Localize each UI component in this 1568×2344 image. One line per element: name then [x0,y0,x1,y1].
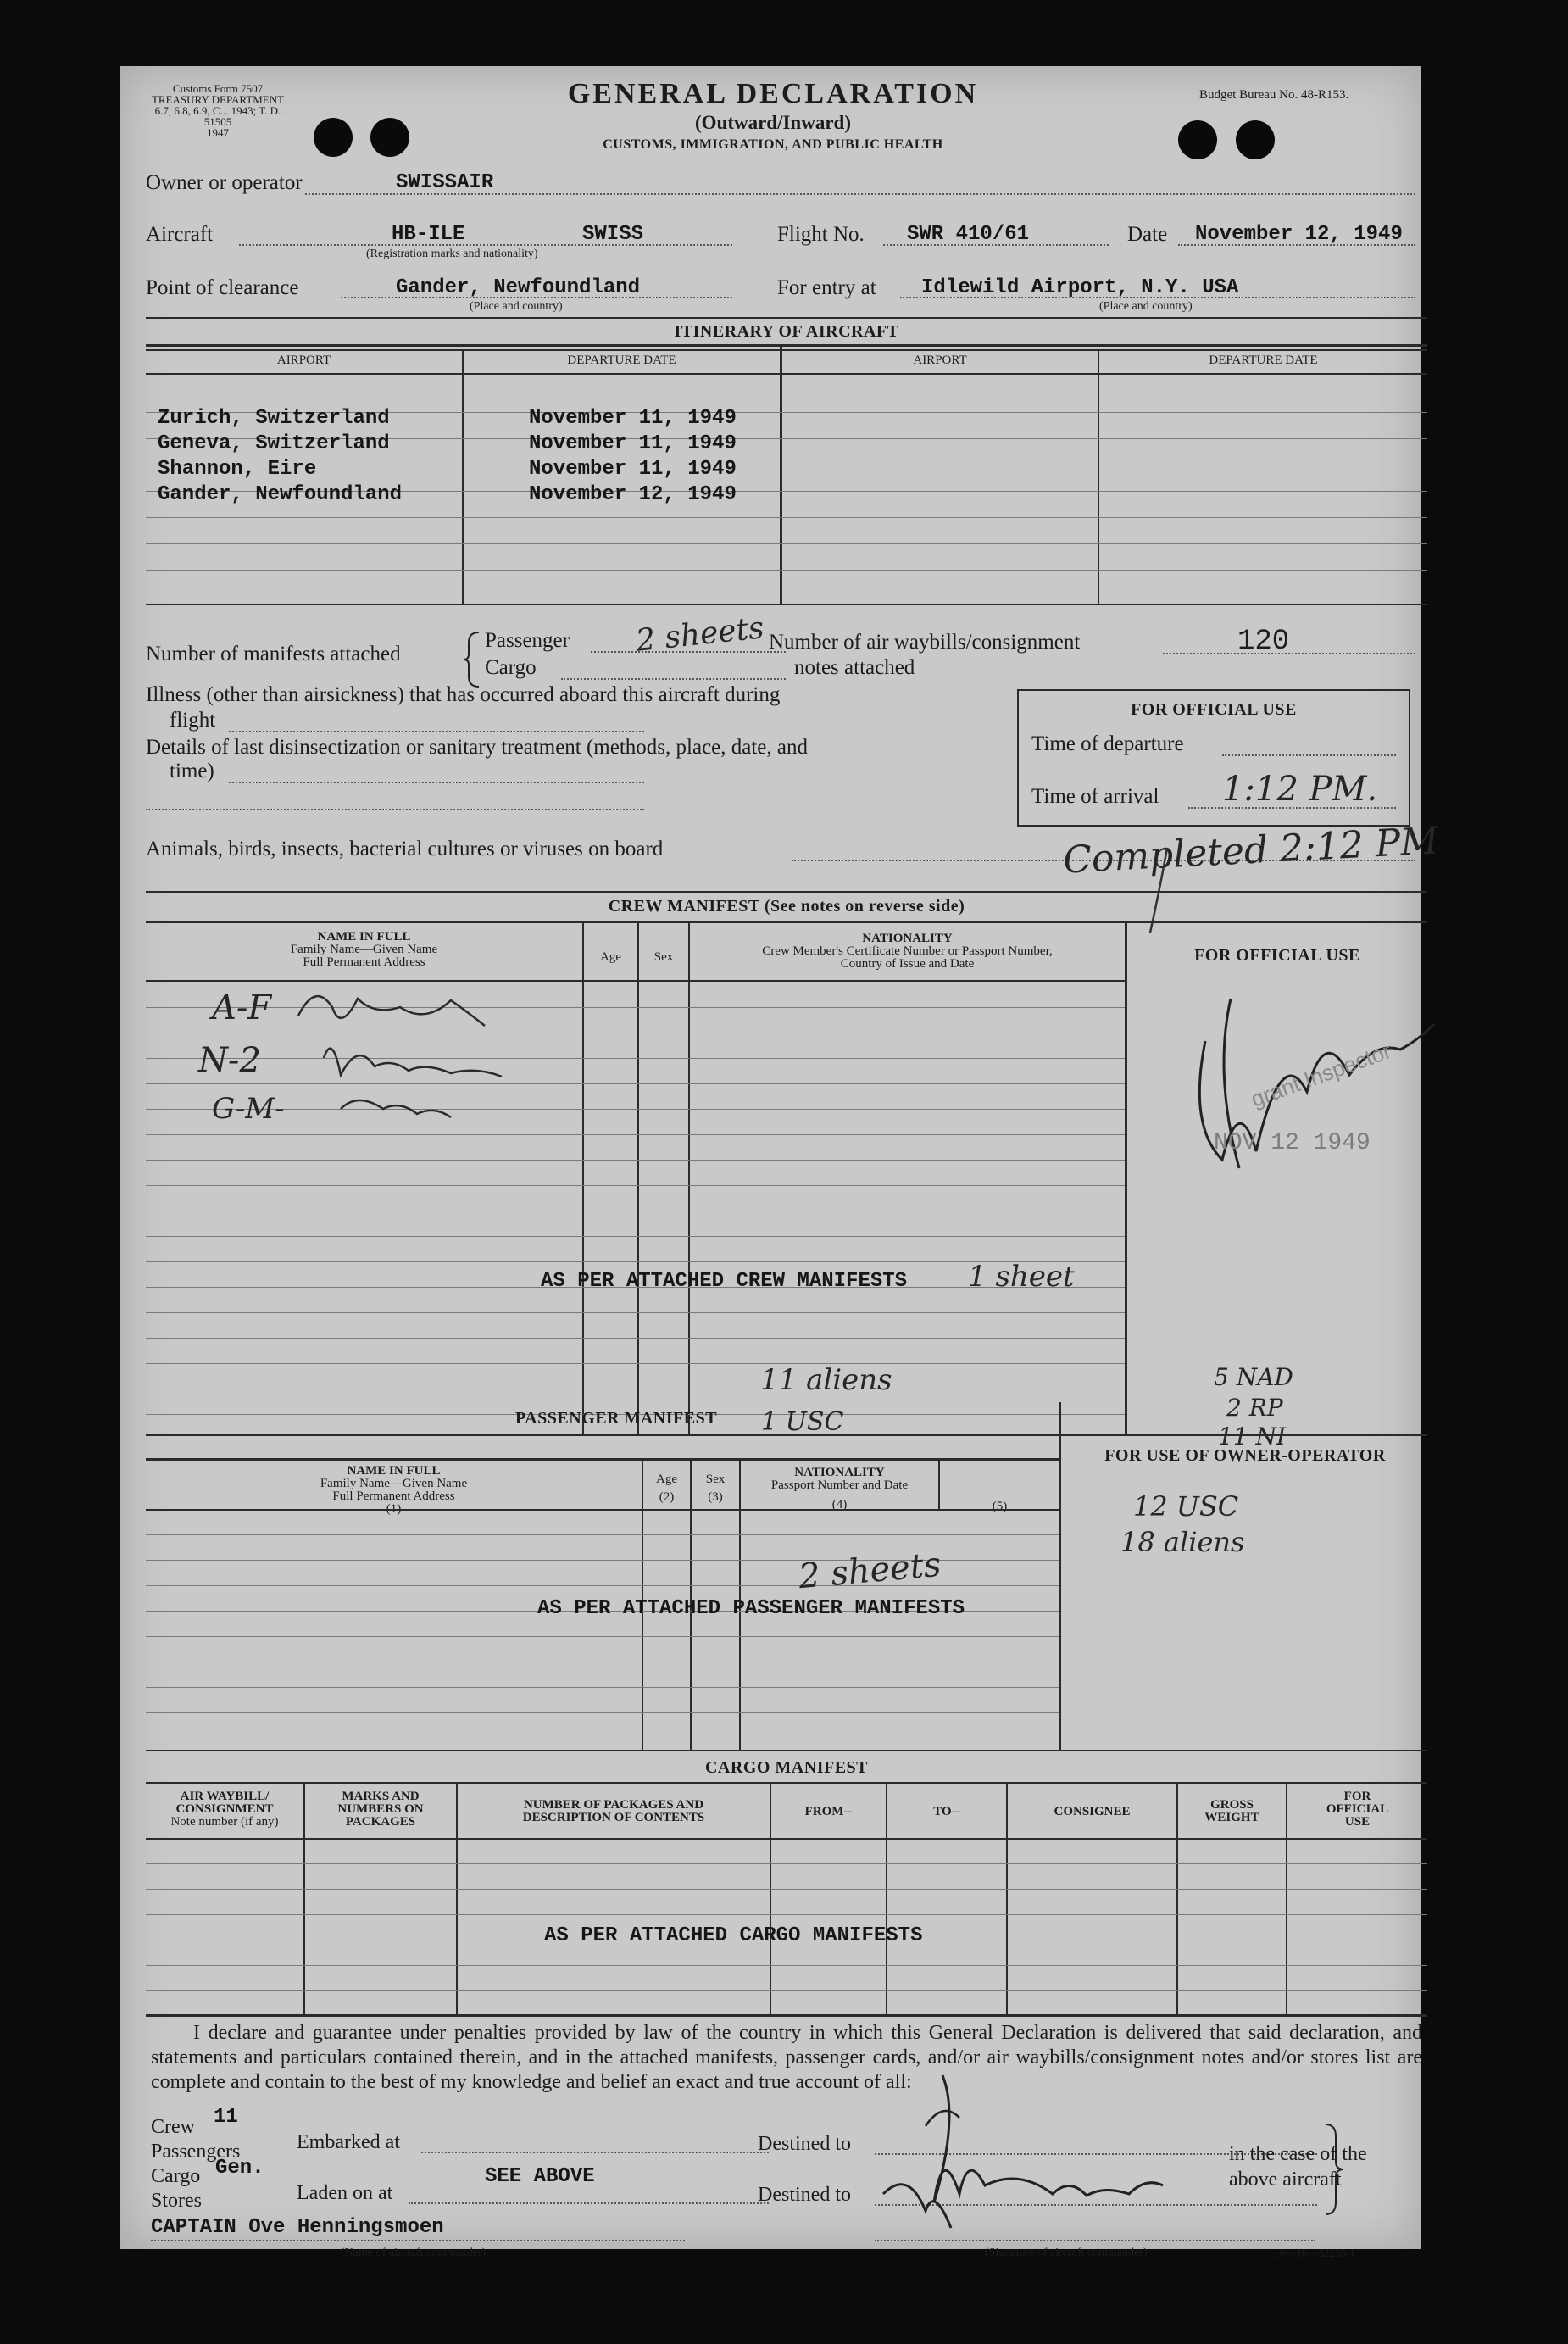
manifests-brace [464,631,481,688]
budget-bureau-number: Budget Bureau No. 48-R153. [1199,88,1349,102]
aircraft-dotted-line [239,244,732,246]
crew-col-name-sub1: Family Name—Given Name [290,943,438,956]
cargo-col-marks-3: PACKAGES [345,1815,416,1829]
clearance-caption: (Place and country) [470,300,563,313]
official-use-title: FOR OFFICIAL USE [1131,700,1297,719]
crew-col-nat-title: NATIONALITY [862,932,953,945]
crew-col-name-sub2: Full Permanent Address [303,955,425,969]
cargo-col-marks [305,1790,456,1829]
manifests-passenger-value: 2 sheets [634,610,766,659]
cargo-col-official-1: FOR [1343,1790,1371,1803]
flight-label: Flight No. [777,223,865,246]
form-subtitle-agencies: CUSTOMS, IMMIGRATION, AND PUBLIC HEALTH [603,137,943,152]
cargo-col-to: TO-- [933,1805,960,1818]
arrival-time-label: Time of arrival [1031,785,1159,808]
owner-value: SWISSAIR [396,171,494,194]
cargo-col-waybill [146,1790,303,1829]
entry-caption: (Place and country) [1099,300,1193,313]
decl-case-note-1: in the case of the [1229,2143,1367,2165]
form-title: GENERAL DECLARATION [567,78,979,109]
entry-label: For entry at [777,276,876,299]
completed-note: Completed 2:12 PM [1061,819,1440,882]
decl-destined-label-1: Destined to [758,2133,851,2155]
owner-note-aliens: 18 aliens [1120,1526,1245,1558]
cargo-col-official-2: OFFICIAL [1326,1802,1389,1816]
decl-crew-label: Crew [151,2116,195,2138]
form-number-block [146,83,290,138]
waybills-label-2: notes attached [794,656,915,679]
crew-entry-3: G-M- [212,1092,285,1126]
cargo-col-marks-1: MARKS AND [342,1790,420,1803]
decl-signature-caption: (Signature of aircraft commander) [985,2247,1148,2259]
commander-signature [849,2067,1188,2245]
crew-col-name-title: NAME IN FULL [317,930,411,944]
cargo-col-weight [1178,1799,1286,1824]
passenger-col-nat-num: (4) [831,1498,848,1512]
clearance-value: Gander, Newfoundland [396,276,641,299]
illness-label-1: Illness (other than airsickness) that has occurred aboard this aircraft during [146,683,781,706]
decl-stores-label: Stores [151,2190,202,2212]
owner-label: Owner or operator [146,171,303,194]
crew-tally-1: 5 NAD [1214,1363,1293,1391]
itinerary-row-2-date: November 11, 1949 [529,432,737,455]
passenger-col-sex-num: (3) [708,1490,723,1504]
itinerary-row-1-airport: Zurich, Switzerland [158,407,390,430]
cargo-col-weight-1: GROSS [1210,1798,1254,1812]
cargo-col-official [1287,1790,1427,1829]
passenger-col-name-sub2: Full Permanent Address [332,1489,455,1503]
passenger-col-name-title: NAME IN FULL [347,1464,441,1478]
crew-col-nationality [690,933,1125,971]
punch-hole-left-1 [314,118,353,157]
crew-tally-2: 2 RP [1226,1394,1283,1422]
owner-note-usc: 12 USC [1133,1490,1239,1523]
decl-passengers-label: Passengers [151,2141,241,2163]
manifests-cargo-label: Cargo [485,656,537,679]
crew-sheet-note: 1 sheet [968,1260,1075,1294]
passenger-col-name-num: (1) [386,1502,402,1516]
decl-see-above: SEE ABOVE [485,2165,595,2188]
aircraft-registration: HB-ILE [392,223,465,246]
inspector-stamp-text: grant Inspector [1247,1038,1395,1112]
itinerary-row-3-airport: Shannon, Eire [158,458,317,481]
crew-aliens-note: 11 aliens [760,1363,892,1397]
aircraft-caption: (Registration marks and nationality) [366,248,538,260]
disinsect-label-1: Details of last disinsectization or sanitary treatment (methods, place, date, and [146,736,808,759]
aircraft-nationality: SWISS [582,223,644,246]
passenger-col-age-num: (2) [659,1490,675,1504]
illness-label-2: flight [170,709,216,732]
passenger-manifest-title: PASSENGER MANIFEST [514,1409,718,1428]
decl-commander-caption: (Name of aircraft commander) [341,2247,487,2259]
cargo-col-weight-2: WEIGHT [1204,1811,1259,1824]
itinerary-row-3-date: November 11, 1949 [529,458,737,481]
crew-col-age: Age [600,950,621,964]
form-year-line: 1947 [207,126,229,139]
decl-commander-name: CAPTAIN Ove Henningsmoen [151,2216,444,2239]
waybills-value: 120 [1237,626,1290,658]
aircraft-label: Aircraft [146,223,214,246]
manifests-label: Number of manifests attached [146,643,401,665]
decl-destined-label-2: Destined to [758,2184,851,2206]
disinsect-label-2: time) [170,760,214,782]
itinerary-row-2-airport: Geneva, Switzerland [158,432,390,455]
crew-manifest-title: CREW MANIFEST (See notes on reverse side) [608,897,965,916]
cargo-col-official-3: USE [1344,1815,1371,1829]
itinerary-header-date-1: DEPARTURE DATE [567,354,676,367]
passenger-col-nat-sub: Passport Number and Date [770,1478,909,1492]
passenger-col-age-title: Age [656,1473,677,1486]
cargo-col-packages-2: DESCRIPTION OF CONTENTS [522,1811,705,1824]
itinerary-title: ITINERARY OF AIRCRAFT [674,322,899,341]
decl-embarked-label: Embarked at [297,2131,400,2153]
passenger-attached-text: AS PER ATTACHED PASSENGER MANIFESTS [537,1597,965,1620]
crew-col-nat-sub1: Crew Member's Certificate Number or Passport Number, [762,944,1053,958]
crew-col-name [146,931,582,969]
punch-hole-right-1 [1178,120,1217,159]
cargo-col-waybill-3: Note number (if any) [170,1815,279,1829]
decl-laden-label: Laden on at [297,2182,393,2204]
decl-cargo-value: Gen. [215,2157,264,2180]
crew-entry-1: A-F [212,988,272,1027]
waybills-label-1: Number of air waybills/consignment [769,631,1081,654]
crew-usc-note: 1 USC [761,1407,844,1437]
form-ref-line: 6.7, 6.8, 6.9, C... 1943; T. D. 51505 [154,104,281,128]
decl-cargo-label: Cargo [151,2165,201,2187]
clearance-label: Point of clearance [146,276,299,299]
passenger-col-sex [692,1473,739,1504]
itinerary-row-1-date: November 11, 1949 [529,407,737,430]
cargo-col-marks-2: NUMBERS ON [337,1802,424,1816]
owner-operator-use: FOR USE OF OWNER-OPERATOR [1104,1446,1386,1465]
cargo-manifest-title: CARGO MANIFEST [704,1758,868,1777]
decl-case-note-2: above aircraft [1229,2169,1342,2191]
passenger-col-name-sub1: Family Name—Given Name [320,1477,468,1490]
punch-hole-right-2 [1236,120,1275,159]
cargo-col-waybill-1: AIR WAYBILL/ [180,1790,270,1803]
crew-signature-scribbles [290,982,595,1134]
cargo-col-packages-1: NUMBER OF PACKAGES AND [523,1798,704,1812]
punch-hole-left-2 [370,118,409,157]
crew-col-nat-sub2: Country of Issue and Date [840,957,975,971]
cargo-col-waybill-2: CONSIGNMENT [175,1802,274,1816]
date-label: Date [1127,223,1168,246]
declaration-form-paper [120,66,1440,2259]
passenger-col-name [146,1465,642,1516]
cargo-attached-text: AS PER ATTACHED CARGO MANIFESTS [544,1924,923,1947]
cargo-col-consignee: CONSIGNEE [1054,1805,1131,1818]
crew-entry-2: N-2 [198,1041,261,1080]
declaration-text: I declare and guarantee under penalties provided by law of the country in which this General Declaration is delivered that said declaration, and statements and particulars contained therein, and in the attached manifests, passenger cards, and/or air waybills/consignment notes and/or stores list are complete and contain to the best of my knowledge and belief an exact and true account of all: [151,2022,1422,2093]
entry-value: Idlewild Airport, N.Y. USA [921,276,1239,299]
decl-crew-value: 11 [214,2106,238,2129]
passenger-col-5: (5) [992,1500,1008,1513]
crew-col-official: FOR OFFICIAL USE [1194,946,1360,965]
form-dept-line: TREASURY DEPARTMENT [151,93,285,106]
crew-col-sex: Sex [653,950,674,964]
crew-tally-3: 11 NI [1218,1423,1287,1450]
inspector-stamp-date: NOV 12 1949 [1214,1130,1371,1156]
itinerary-row-4-airport: Gander, Newfoundland [158,483,403,506]
passenger-sheets-note: 2 sheets [797,1545,943,1597]
itinerary-header-date-2: DEPARTURE DATE [1209,354,1318,367]
passenger-col-nationality [741,1467,938,1512]
departure-time-label: Time of departure [1031,732,1184,755]
animals-label: Animals, birds, insects, bacterial cultures or viruses on board [146,838,664,860]
passenger-col-age [643,1473,690,1504]
itinerary-header-airport-1: AIRPORT [276,354,331,367]
arrival-time-value: 1:12 PM. [1222,770,1378,809]
itinerary-row-4-date: November 12, 1949 [529,483,737,506]
manifests-passenger-label: Passenger [485,629,570,652]
date-value: November 12, 1949 [1195,223,1403,246]
passenger-col-nat-title: NATIONALITY [794,1466,885,1479]
cargo-col-packages [458,1799,770,1824]
passenger-col-sex-title: Sex [705,1473,726,1486]
crew-attached-text: AS PER ATTACHED CREW MANIFESTS [541,1270,908,1293]
flight-value: SWR 410/61 [907,223,1030,246]
form-number-line: Customs Form 7507 [172,82,264,95]
cargo-col-from: FROM-- [804,1805,853,1818]
itinerary-header-airport-2: AIRPORT [913,354,967,367]
form-subtitle: (Outward/Inward) [694,112,851,133]
decl-print-code: c6—16—52255-1 [1275,2247,1355,2259]
form-title-block [442,78,1104,153]
